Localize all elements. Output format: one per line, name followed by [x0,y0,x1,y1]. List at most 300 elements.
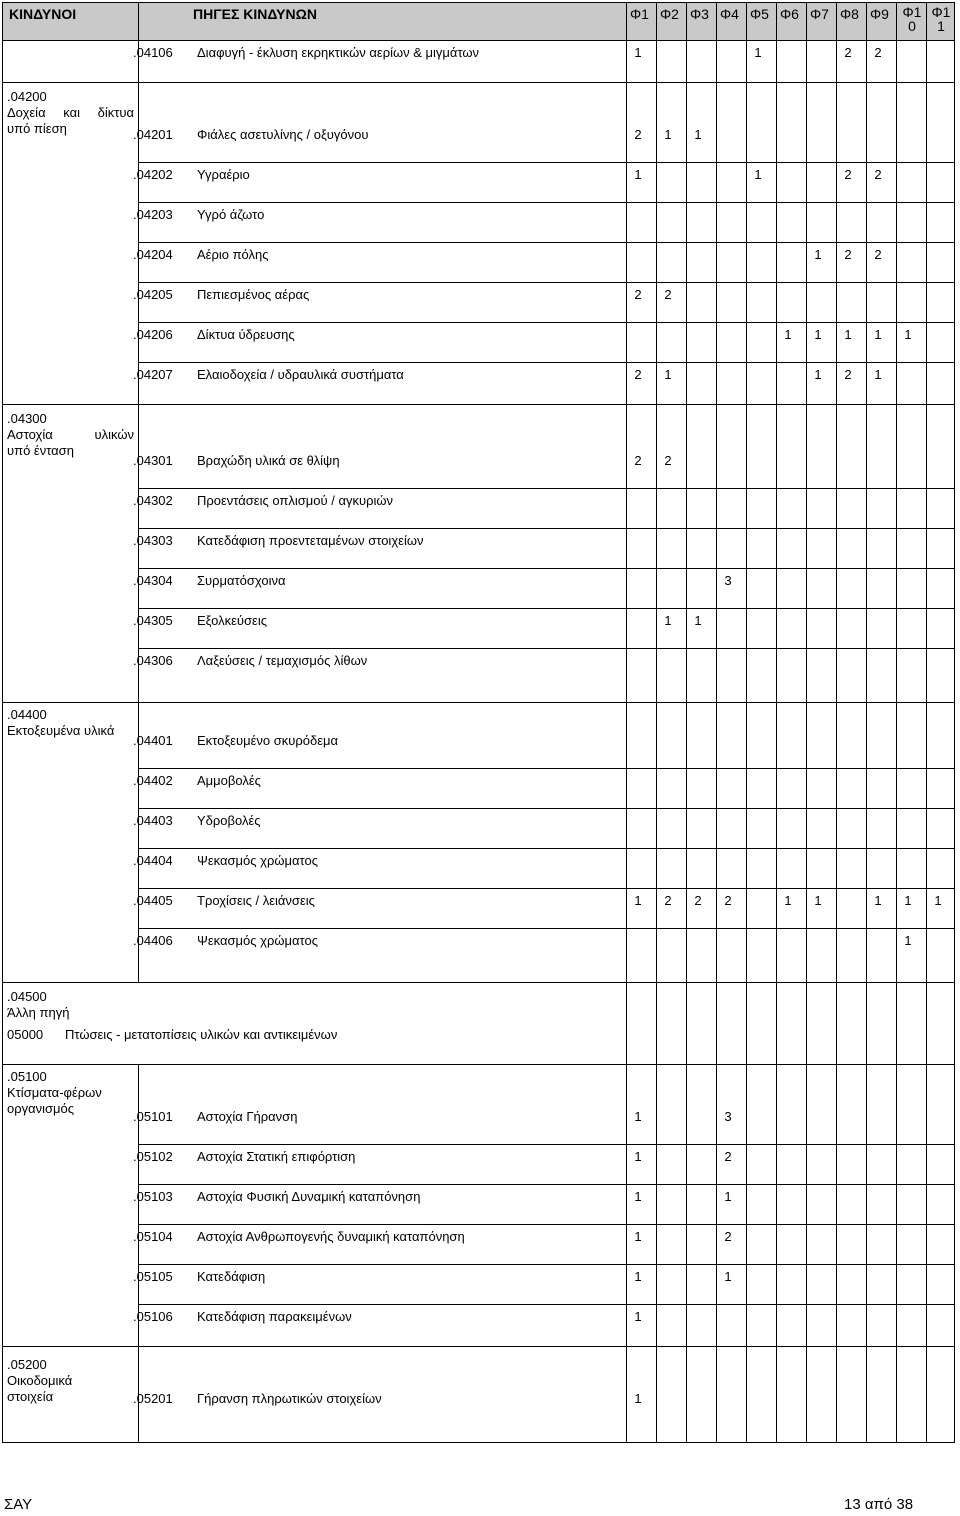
factor-cell [717,649,747,703]
factor-cell [867,83,897,163]
factor-cell [687,609,717,649]
header-cell-f8 [837,3,867,41]
factor-cell [627,889,657,929]
factor-cell [777,323,807,363]
factor-cell [657,529,687,569]
factor-cell [897,983,927,1145]
factor-cell [867,1145,897,1185]
factor-cell [867,703,897,769]
factor-cell [627,529,657,569]
factor-value: 1 [634,1109,642,1124]
factor-cell [807,889,837,929]
factor-cell [627,363,657,405]
factor-cell [717,983,747,1145]
header-cell-f5 [747,3,777,41]
factor-cell [927,203,955,243]
factor-cell [777,1185,807,1225]
factor-cell [777,489,807,529]
factor-cell [687,283,717,323]
factor-value: 1 [694,613,702,628]
factor-cell [927,1347,955,1443]
source-code: .05103 [133,1189,173,1204]
factor-cell [717,363,747,405]
factor-cell [837,41,867,83]
factor-cell [747,243,777,283]
factor-cell [687,529,717,569]
group-code: .05100 [7,1069,47,1084]
factor-cell [927,569,955,609]
factor-cell [777,203,807,243]
factor-cell [927,1145,955,1185]
factor-cell [927,283,955,323]
factor-cell [867,1347,897,1443]
header-cell-hazards [3,3,139,41]
group-cell-04100 [3,41,139,83]
factor-cell [717,1185,747,1225]
source-cell [133,41,627,83]
factor-cell [717,889,747,929]
group-code: .04200 [7,89,47,104]
source-description: Υγρό άζωτο [197,207,265,222]
group-title: Αστοχία υλικών [7,427,134,442]
factor-cell [867,609,897,649]
factor-cell [897,1305,927,1347]
factor-cell [807,489,837,529]
factor-cell [777,569,807,609]
factor-cell [747,769,777,809]
factor-cell [807,849,837,889]
section-title: Πτώσεις - μετατοπίσεις υλικών και αντικειμένων [65,1027,338,1042]
source-code: .04305 [133,613,173,628]
factor-cell [867,529,897,569]
factor-value: 1 [634,1189,642,1204]
factor-cell [717,769,747,809]
factor-cell [657,1347,687,1443]
source-cell [133,363,627,405]
factor-cell [897,41,927,83]
factor-cell [927,1225,955,1265]
factor-cell [717,849,747,889]
factor-cell [687,1347,717,1443]
factor-cell [657,283,687,323]
factor-value: 1 [634,1269,642,1284]
factor-cell [837,649,867,703]
factor-cell [687,203,717,243]
factor-value: 2 [664,453,672,468]
factor-cell [807,1305,837,1347]
factor-cell [867,849,897,889]
factor-cell [687,569,717,609]
factor-value: 1 [634,1309,642,1324]
source-cell [133,1145,627,1185]
header-f6-label: Φ6 [780,6,799,22]
factor-cell [717,203,747,243]
factor-cell [717,569,747,609]
factor-cell [777,1225,807,1265]
factor-cell [717,405,747,489]
factor-cell [927,243,955,283]
header-cell-f6 [777,3,807,41]
factor-cell [897,203,927,243]
factor-value: 2 [874,45,882,60]
factor-cell [897,1185,927,1225]
factor-cell [747,849,777,889]
factor-cell [807,405,837,489]
source-cell [133,609,627,649]
factor-cell [657,1305,687,1347]
header-f2-label: Φ2 [660,6,679,22]
factor-cell [777,1305,807,1347]
source-cell [133,83,627,163]
factor-cell [747,283,777,323]
factor-cell [927,41,955,83]
factor-cell [657,323,687,363]
group-cell-04400 [3,703,139,983]
factor-value: 1 [814,327,822,342]
factor-value: 2 [634,127,642,142]
factor-cell [747,1185,777,1225]
factor-cell [747,1347,777,1443]
group-title: υπό πίεση [7,121,67,136]
factor-cell [717,1145,747,1185]
group-code: .04300 [7,411,47,426]
source-code: .04405 [133,893,173,908]
group-code: .05200 [7,1357,47,1372]
factor-cell [777,649,807,703]
factor-cell [777,769,807,809]
source-cell [133,849,627,889]
factor-cell [687,83,717,163]
factor-cell [627,769,657,809]
factor-cell [927,889,955,929]
factor-value: 1 [694,127,702,142]
factor-cell [927,405,955,489]
factor-cell [807,649,837,703]
source-cell [133,203,627,243]
factor-cell [927,83,955,163]
group-cell-05100 [3,1065,139,1347]
factor-value: 1 [634,1391,642,1406]
factor-value: 1 [634,893,642,908]
factor-value: 3 [724,1109,732,1124]
factor-cell [807,1185,837,1225]
group-title: οργανισμός [7,1101,75,1116]
factor-cell [837,889,867,929]
factor-value: 1 [874,327,882,342]
factor-cell [717,489,747,529]
factor-value: 1 [754,45,762,60]
group-cell-05200 [3,1347,139,1443]
factor-cell [717,1225,747,1265]
factor-cell [927,769,955,809]
factor-cell [867,649,897,703]
factor-cell [687,163,717,203]
source-description: Τροχίσεις / λειάνσεις [197,893,315,908]
factor-cell [927,809,955,849]
header-sources-label: ΠΗΓΕΣ ΚΙΝΔΥΝΩΝ [193,6,317,22]
factor-cell [777,529,807,569]
factor-value: 2 [694,893,702,908]
factor-cell [657,203,687,243]
source-cell [133,1347,627,1443]
factor-cell [747,203,777,243]
factor-cell [927,703,955,769]
factor-cell [747,1225,777,1265]
factor-cell [657,163,687,203]
factor-value: 1 [814,247,822,262]
factor-cell [807,1265,837,1305]
factor-cell [927,1185,955,1225]
group-title: υπό ένταση [7,443,74,458]
factor-value: 2 [874,247,882,262]
factor-cell [627,283,657,323]
factor-value: 2 [664,287,672,302]
factor-cell [897,283,927,323]
factor-cell [627,1265,657,1305]
factor-cell [837,83,867,163]
source-cell [133,1305,627,1347]
factor-cell [627,405,657,489]
factor-cell [837,569,867,609]
factor-value: 1 [664,613,672,628]
factor-value: 1 [814,367,822,382]
source-cell [133,323,627,363]
factor-cell [867,569,897,609]
factor-cell [657,83,687,163]
factor-cell [747,489,777,529]
source-code: .04303 [133,533,173,548]
factor-cell [687,41,717,83]
factor-cell [867,983,897,1145]
header-f1-label: Φ1 [630,6,649,22]
factor-cell [777,849,807,889]
factor-cell [747,323,777,363]
source-code: .05101 [133,1109,173,1124]
factor-cell [867,163,897,203]
factor-cell [807,283,837,323]
group-code: .04500 [7,989,47,1004]
group-title: Κτίσματα-φέρων [7,1085,102,1100]
header-f9-label: Φ9 [870,6,889,22]
factor-cell [837,769,867,809]
source-code: .04403 [133,813,173,828]
source-code: .05102 [133,1149,173,1164]
factor-cell [657,929,687,983]
factor-cell [777,703,807,769]
source-description: Αστοχία Ανθρωπογενής δυναμική καταπόνηση [197,1229,465,1244]
factor-cell [897,1347,927,1443]
factor-cell [927,1305,955,1347]
factor-cell [687,1305,717,1347]
factor-value: 1 [664,367,672,382]
source-description: Αστοχία Φυσική Δυναμική καταπόνηση [197,1189,421,1204]
factor-cell [657,609,687,649]
factor-value: 1 [754,167,762,182]
factor-cell [747,809,777,849]
source-description: Αστοχία Στατική επιφόρτιση [197,1149,356,1164]
source-description: Υδροβολές [197,813,261,828]
factor-cell [747,1265,777,1305]
factor-cell [897,1145,927,1185]
source-code: .04406 [133,933,173,948]
footer-page-number: 13 από 38 [844,1496,914,1513]
factor-cell [897,703,927,769]
hazards-table [2,2,955,1443]
factor-cell [807,609,837,649]
factor-cell [657,243,687,283]
factor-cell [687,1225,717,1265]
factor-cell [897,1265,927,1305]
factor-cell [717,529,747,569]
factor-cell [687,983,717,1145]
header-hazards-label: ΚΙΝΔΥΝΟΙ [9,6,77,22]
factor-value: 1 [904,893,912,908]
factor-cell [897,929,927,983]
header-f10-label: Φ1 0 [902,4,922,34]
factor-cell [897,163,927,203]
group-title: Άλλη πηγή [7,1005,70,1020]
footer-doc-label: ΣΑΥ [4,1496,33,1513]
factor-value: 2 [844,45,852,60]
factor-cell [657,489,687,529]
source-code: .05201 [133,1391,173,1406]
factor-cell [657,809,687,849]
factor-cell [867,203,897,243]
factor-cell [627,243,657,283]
factor-cell [687,1265,717,1305]
factor-value: 1 [904,327,912,342]
factor-cell [897,243,927,283]
source-description: Συρματόσχοινα [197,573,286,588]
source-cell [133,569,627,609]
source-description: Κατεδάφιση παρακειμένων [197,1309,352,1324]
factor-cell [627,809,657,849]
source-cell [133,163,627,203]
factor-cell [807,363,837,405]
factor-cell [927,529,955,569]
factor-cell [657,405,687,489]
source-code: .04301 [133,453,173,468]
factor-cell [717,323,747,363]
group-code: .04400 [7,707,47,722]
factor-cell [717,163,747,203]
factor-cell [747,405,777,489]
header-cell-sources [139,3,627,41]
factor-cell [867,769,897,809]
source-code: .05104 [133,1229,173,1244]
factor-cell [837,405,867,489]
factor-cell [807,1145,837,1185]
group-cell-04300 [3,405,139,703]
factor-cell [837,809,867,849]
source-cell [133,769,627,809]
source-code: .05105 [133,1269,173,1284]
factor-cell [837,283,867,323]
factor-cell [807,769,837,809]
factor-cell [837,1225,867,1265]
factor-cell [657,769,687,809]
factor-value: 1 [634,167,642,182]
factor-cell [867,1265,897,1305]
factor-cell [777,405,807,489]
factor-cell [927,323,955,363]
factor-cell [837,163,867,203]
source-description: Διαφυγή - έκλυση εκρηκτικών αερίων & μιγμάτων [197,45,480,60]
factor-cell [627,203,657,243]
factor-cell [747,1305,777,1347]
factor-cell [657,703,687,769]
factor-cell [687,809,717,849]
factor-cell [897,489,927,529]
source-code: .04203 [133,207,173,222]
factor-cell [627,703,657,769]
factor-value: 1 [634,45,642,60]
factor-value: 2 [634,453,642,468]
factor-cell [897,609,927,649]
factor-cell [747,1145,777,1185]
factor-cell [747,929,777,983]
factor-cell [897,809,927,849]
factor-cell [807,529,837,569]
source-cell [133,809,627,849]
factor-cell [777,83,807,163]
factor-value: 1 [934,893,942,908]
factor-cell [747,983,777,1145]
header-f5-label: Φ5 [750,6,769,22]
factor-cell [717,243,747,283]
factor-cell [837,529,867,569]
source-description: Γήρανση πληρωτικών στοιχείων [197,1391,382,1406]
factor-cell [897,649,927,703]
factor-cell [807,1347,837,1443]
factor-cell [807,929,837,983]
factor-cell [627,323,657,363]
factor-cell [837,929,867,983]
factor-cell [747,609,777,649]
factor-cell [837,203,867,243]
header-cell-f2 [657,3,687,41]
header-cell-f1 [627,3,657,41]
factor-cell [717,809,747,849]
factor-cell [777,283,807,323]
factor-cell [777,1265,807,1305]
source-description: Αέριο πόλης [197,247,269,262]
group-title: Οικοδομικά [7,1373,73,1388]
factor-cell [747,703,777,769]
factor-cell [717,83,747,163]
source-description: Δίκτυα ύδρευσης [197,327,295,342]
factor-cell [867,1185,897,1225]
factor-cell [687,849,717,889]
source-code: .05106 [133,1309,173,1324]
header-f3-label: Φ3 [690,6,709,22]
factor-cell [717,703,747,769]
factor-cell [837,489,867,529]
factor-cell [807,203,837,243]
factor-value: 1 [664,127,672,142]
source-code: .04204 [133,247,173,262]
factor-cell [867,363,897,405]
factor-cell [687,769,717,809]
factor-value: 2 [844,247,852,262]
factor-cell [747,163,777,203]
factor-cell [717,1305,747,1347]
source-code: .04106 [133,45,173,60]
source-code: .04306 [133,653,173,668]
factor-cell [807,983,837,1145]
source-description: Υγραέριο [197,167,250,182]
factor-value: 1 [724,1269,732,1284]
